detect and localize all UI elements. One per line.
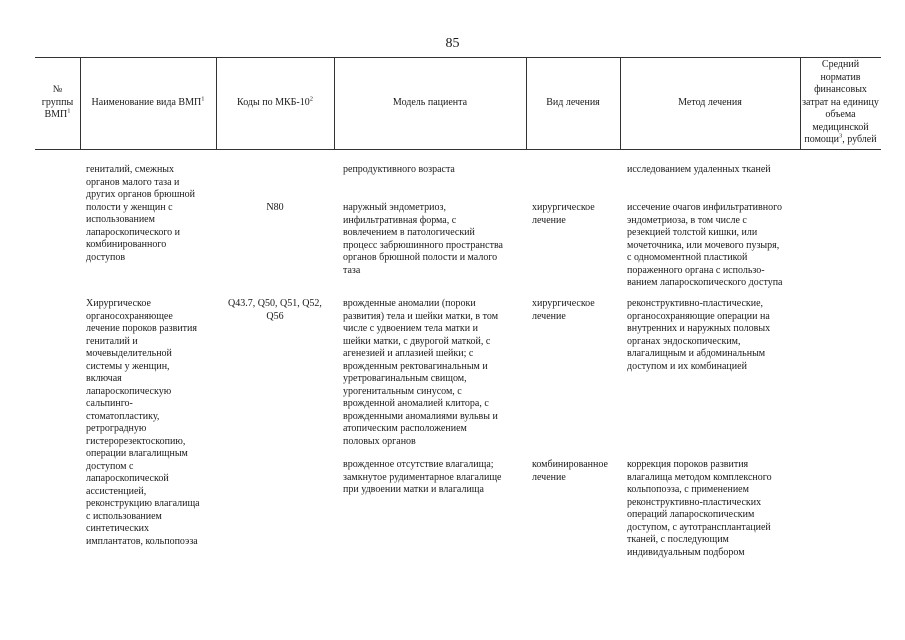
row1-model: наружный эндометриоз, инфильтративная форма, с вовлечением в патологический процесс забрюшинного пространства органов брюшной полости и малого таза	[343, 202, 503, 276]
row1-method: иссечение очагов инфильтративного эндометриоза, в том числе с резекцией толстой кишки, или мочеточника, или мочевого пузыря, с одномоментной пластикой пораженного органа с использо- ванием лапароскопического доступа	[627, 202, 783, 288]
header-model: Модель пациента	[392, 96, 468, 108]
page-number: 85	[445, 36, 460, 51]
header-treatment: Вид лечения	[546, 96, 600, 108]
row2-method-a: реконструктивно-пластические, органосохраняющие операции на внутренних и наружных половых органах эндоскопическим, влагалищным и абдоминальным доступом и их комбинацией	[627, 298, 771, 372]
row2-model-a: врожденные аномалии (пороки развития) тела и шейки матки, в том числе с удвоением тела матки и шейки матки, с двурогой маткой, с агенезией и аплазией шейки; с врожденным ректовагинальным и уретровагинальным свищом, урогенитальным синусом, с врожденной аномалией клитора, с врожденными аномалиями вульвы и атопическим расположением половых органов	[343, 298, 499, 447]
header-name: Наименование вида ВМП$^1$	[91, 95, 205, 108]
row2-model-b: врожденное отсутствие влагалища; замкнутое рудиментарное влагалище при удвоении матки и влагалища	[343, 459, 502, 495]
header-codes: Коды по МКБ-$10^2$	[237, 95, 313, 108]
row1-treatment: хирургическое лечение	[532, 202, 595, 226]
header-method: Метод лечения	[678, 96, 742, 108]
row2-method-b: коррекция пороков развития влагалища методом комплексного кольпопоэза, с применением реконструктивно-пластических операций лапароскопическим доступом, с аутотрансплантацией тканей, с последующим индивидуальным подбором	[627, 459, 772, 558]
row2-name: Хирургическое органосохраняющее лечение пороков развития гениталий и мочевыделительной системы у женщин, включая лапароскопическую сальпинго- стоматопластику, ретроградную гистерорезектоскопию, операции влагалищным доступом с лапароскопической ассистенцией, реконструкцию влагалища с использованием синтетических имплантатов, кольпопоэза	[86, 298, 200, 547]
header-group: № группы ВМП$^1$	[41, 84, 74, 121]
row2-treatment-a: хирургическое лечение	[532, 298, 595, 322]
table-header-bottom-border	[35, 149, 881, 150]
row1-model-continuation: репродуктивного возраста	[343, 164, 455, 175]
row2-treatment-b: комбинированное лечение	[532, 459, 608, 483]
row1-code: N80	[266, 202, 284, 213]
row2-codes: Q43.7, Q50, Q51, Q52, Q56	[228, 298, 322, 322]
header-norm: Средний норматив финансовых затрат на единицу объема медицинской помощи$^3$, рублей	[802, 59, 879, 146]
row1-method-continuation: исследованием удаленных тканей	[627, 164, 771, 175]
row1-name: гениталий, смежных органов малого таза и других органов брюшной полости у женщин с использованием лапароскопического и комбинированного доступов	[86, 164, 195, 263]
